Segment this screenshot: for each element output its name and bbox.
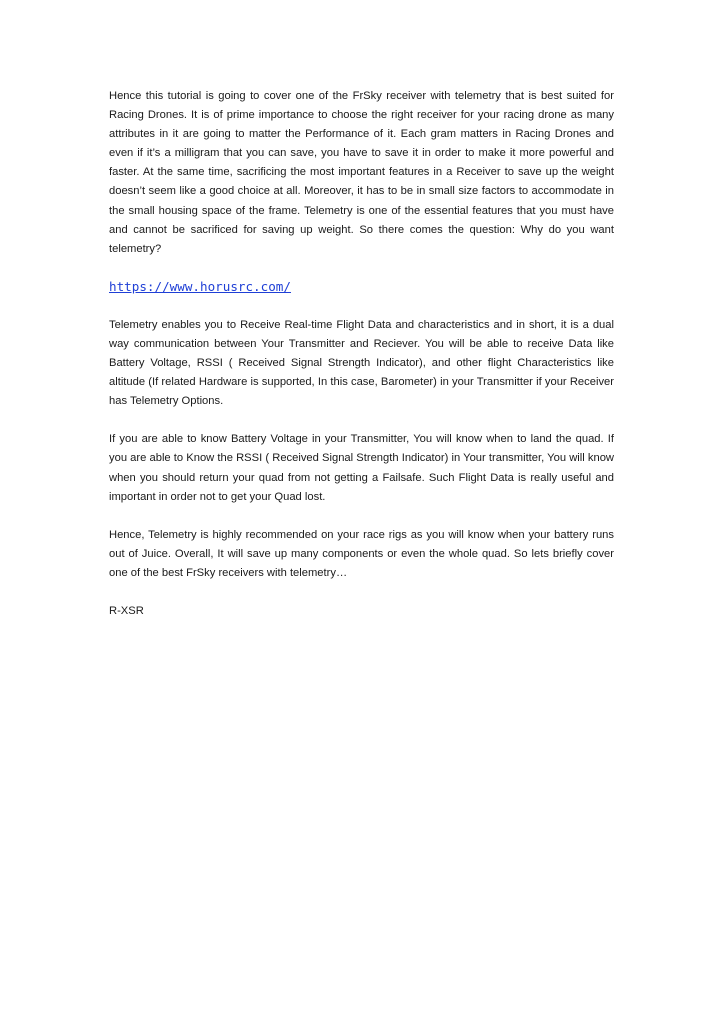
telemetry-paragraph: Telemetry enables you to Receive Real-time Flight Data and characteristics and in short, it is a dual way communication between Your Transmitter and Reciever. You will be able to receive Data like Battery Voltage, RSSI ( Received Signal Strength Indicator), and other flight Characteristics like altitude (If related Hardware is supported, In this case, Barometer) in your Transmitter if your Receiver has Telemetry Options. [109, 318, 614, 408]
section-label: R-XSR [109, 604, 144, 617]
document-body [109, 87, 614, 621]
battery-paragraph: If you are able to know Battery Voltage in your Transmitter, You will know when to land the quad. If you are able to Know the RSSI ( Received Signal Strength Indicator) in Your transmitter, You will know when you should return your quad from not getting a Failsafe. Such Flight Data is really useful and important in order not to get your Quad lost. [109, 433, 614, 503]
website-link[interactable]: https://www.horusrc.com/ [109, 278, 291, 294]
link-container [109, 277, 614, 297]
recommendation-paragraph: Hence, Telemetry is highly recommended on your race rigs as you will know when your battery runs out of Juice. Overall, It will save up many components or even the whole quad. So lets briefly cover one of the best FrSky receivers with telemetry… [109, 528, 614, 579]
intro-paragraph: Hence this tutorial is going to cover one of the FrSky receiver with telemetry that is best suited for Racing Drones. It is of prime importance to choose the right receiver for your racing drone as many attributes in it are going to matter the Performance of it. Each gram matters in Racing Drones and even if it’s a milligram that you can save, you have to save it in order to make it more powerful and faster. At the same time, sacrificing the most important features in a Receiver to save up the weight doesn’t seem like a good choice at all. Moreover, it has to be in small size factors to accommodate in the small housing space of the frame. Telemetry is one of the essential features that you must have and cannot be sacrificed for saving up weight. So there comes the question: Why do you want telemetry? [109, 90, 614, 255]
